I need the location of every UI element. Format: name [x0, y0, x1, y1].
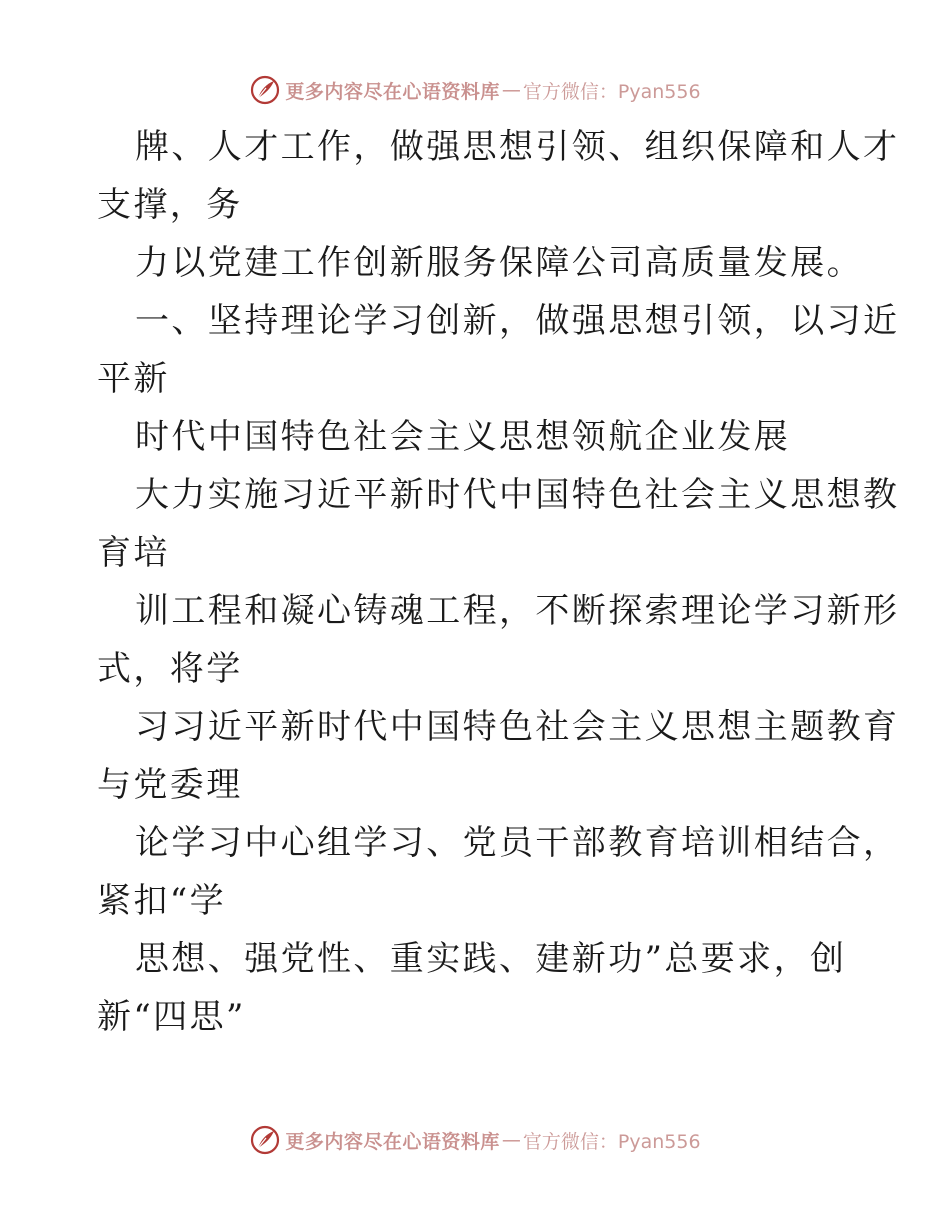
body-line: 式，将学: [97, 649, 243, 689]
body-line: 时代中国特色社会主义思想领航企业发展: [135, 417, 791, 457]
header-separator: —: [501, 79, 521, 101]
body-line: 支撑，务: [97, 185, 243, 225]
header-wechat-text: 官方微信：Pyan556: [522, 80, 701, 103]
body-line: 力以党建工作创新服务保障公司高质量发展。: [135, 243, 863, 283]
document-body: [97, 118, 900, 1046]
footer-banner: [0, 1120, 950, 1160]
body-line: 习习近平新时代中国特色社会主义思想主题教育: [135, 707, 900, 747]
header-banner: [0, 70, 950, 110]
feather-pen-logo-icon: [249, 74, 281, 106]
body-line: 一、坚持理论学习创新，做强思想引领，以习近: [135, 301, 900, 341]
body-line: 新“四思”: [97, 997, 246, 1037]
body-line: 论学习中心组学习、党员干部教育培训相结合，: [135, 823, 900, 863]
body-line: 育培: [97, 533, 170, 573]
header-brand-text: 更多内容尽在心语资料库: [285, 80, 500, 103]
footer-brand-text: 更多内容尽在心语资料库: [285, 1130, 500, 1153]
body-line: 大力实施习近平新时代中国特色社会主义思想教: [135, 475, 900, 515]
body-line: 紧扣“学: [97, 881, 226, 921]
body-line: 牌、人才工作，做强思想引领、组织保障和人才: [135, 127, 900, 167]
body-line: 思想、强党性、重实践、建新功”总要求，创: [135, 939, 847, 979]
footer-wechat-text: 官方微信：Pyan556: [522, 1130, 701, 1153]
body-line: 与党委理: [97, 765, 243, 805]
body-line: 平新: [97, 359, 170, 399]
feather-pen-logo-icon: [249, 1124, 281, 1156]
body-line: 训工程和凝心铸魂工程，不断探索理论学习新形: [135, 591, 900, 631]
footer-separator: —: [501, 1129, 521, 1151]
